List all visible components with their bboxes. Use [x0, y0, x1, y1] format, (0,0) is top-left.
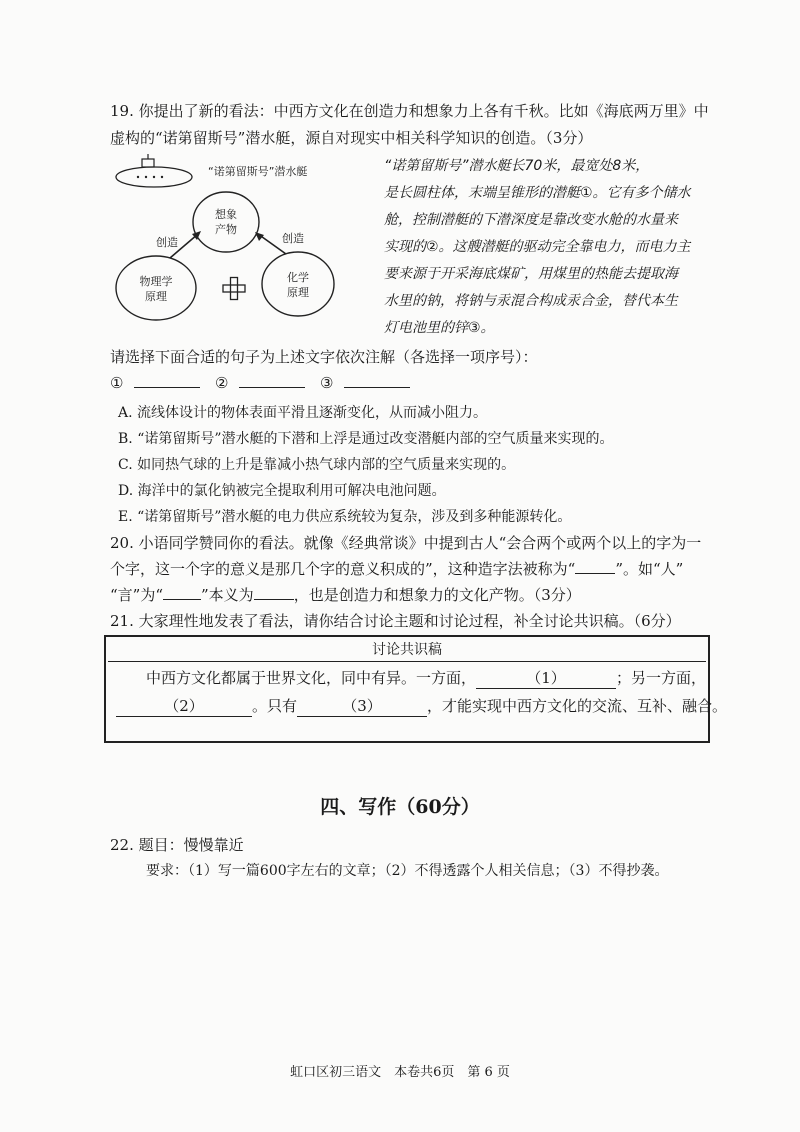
section-heading: 四、写作（60分） — [320, 796, 480, 818]
q20-line1: 20. 小语同学赞同你的看法。就像《经典常谈》中提到古人“会合两个或两个以上的字为一 — [110, 534, 702, 552]
option-a: A. 流线体设计的物体表面平滑且逐渐变化，从而减小阻力。 — [118, 405, 488, 421]
submarine-icon — [116, 154, 192, 187]
option-c: C. 如同热气球的上升是靠减小热气球内部的空气质量来实现的。 — [118, 457, 516, 473]
answer-blank-2[interactable] — [239, 373, 305, 388]
right-arrow-label: 创造 — [282, 232, 304, 245]
box-line1-text-a: 中西方文化都属于世界文化，同中有异。一方面， — [146, 669, 477, 687]
q20-line2-text-b: ”。如“人” — [615, 560, 684, 578]
left-arrow-label: 创造 — [156, 236, 178, 249]
box-line1-text-b: ；另一方面， — [616, 669, 707, 687]
right-circle — [262, 252, 334, 316]
box-line-1 — [146, 667, 706, 689]
passage-line: 舱，控制潜艇的下潜深度是靠改变水舱的水量来 — [384, 212, 678, 228]
q20-line3 — [110, 584, 581, 605]
answer-blank-3[interactable] — [344, 373, 410, 388]
q20-blank-1[interactable] — [575, 561, 615, 574]
q20-line3-text-a: “言”为“ — [110, 586, 164, 604]
left-label-1: 物理学 — [139, 275, 173, 288]
center-label-1: 想象 — [215, 208, 237, 221]
q19-instruction: 请选择下面合适的句子为上述文字依次注解（各选择一项序号）： — [110, 348, 538, 366]
answer-blank-1[interactable] — [134, 373, 200, 388]
right-label-2: 原理 — [287, 286, 309, 299]
q19-answer-blanks — [110, 373, 410, 392]
q20-line3-text-c: ，也是创造力和想象力的文化产物。（3分） — [293, 586, 581, 604]
consensus-blank-2[interactable]: （2） — [116, 695, 252, 717]
q19-diagram — [108, 150, 380, 332]
box-line-2 — [116, 695, 727, 717]
passage-line: 要来源于开采海底煤矿，用煤里的热能去提取海 — [384, 266, 678, 282]
option-d: D. 海洋中的氯化钠被完全提取利用可解决电池问题。 — [118, 483, 446, 499]
passage-line: “诺第留斯号”潜水艇长70米，最宽处8米， — [384, 158, 650, 174]
blank-marker-2: ② — [215, 374, 229, 392]
center-circle — [193, 192, 259, 252]
q19-stem-line2: 虚构的“诺第留斯号”潜水艇，源自对现实中相关科学知识的创造。（3分） — [110, 129, 593, 147]
q20-line3-text-b: ”本义为 — [201, 586, 254, 604]
q22-requirements: 要求：（1）写一篇600字左右的文章；（2）不得透露个人相关信息；（3）不得抄袭。 — [146, 863, 669, 879]
q21-stem: 21. 大家理性地发表了看法，请你结合讨论主题和讨论过程，补全讨论共识稿。（6分） — [110, 612, 681, 630]
plus-icon — [223, 278, 245, 300]
q20-line2 — [110, 558, 683, 579]
consensus-blank-1[interactable]: （1） — [476, 667, 616, 689]
left-label-2: 原理 — [145, 290, 167, 303]
blank-marker-3: ③ — [320, 374, 334, 392]
passage-line: 是长圆柱体，末端呈锥形的潜艇①。它有多个储水 — [384, 185, 691, 201]
q19-stem-line1: 19. 你提出了新的看法：中西方文化在创造力和想象力上各有千秋。比如《海底两万里》中 — [110, 102, 709, 120]
left-circle — [116, 256, 196, 320]
q20-blank-3[interactable] — [254, 587, 294, 600]
consensus-box — [104, 635, 728, 743]
page-footer: 虹口区初三语文 本卷共6页 第 6 页 — [290, 1065, 510, 1080]
blank-marker-1: ① — [110, 374, 124, 392]
box-line2-text-a: 。只有 — [252, 697, 298, 715]
diagram-sub-label: “诺第留斯号”潜水艇 — [208, 165, 308, 178]
q20-line2-text-a: 个字，这一个字的意义是那几个字的意义积成的”，这种造字法被称为“ — [110, 560, 576, 578]
center-label-2: 产物 — [215, 223, 237, 236]
q20-blank-2[interactable] — [163, 587, 201, 600]
q22-title: 22. 题目：慢慢靠近 — [110, 836, 244, 854]
passage-line: 水里的钠，将钠与汞混合构成汞合金，替代本生 — [384, 293, 678, 309]
passage-line: 实现的②。这艘潜艇的驱动完全靠电力，而电力主 — [384, 239, 691, 255]
consensus-blank-3[interactable]: （3） — [297, 695, 427, 717]
right-label-1: 化学 — [287, 271, 309, 284]
box-title: 讨论共识稿 — [372, 642, 442, 658]
option-b: B. “诺第留斯号”潜水艇的下潜和上浮是通过改变潜艇内部的空气质量来实现的。 — [118, 431, 614, 447]
box-divider — [108, 661, 706, 662]
option-e: E. “诺第留斯号”潜水艇的电力供应系统较为复杂，涉及到多种能源转化。 — [118, 509, 572, 525]
box-line2-text-b: ，才能实现中西方文化的交流、互补、融合。 — [427, 697, 728, 715]
passage-line: 灯电池里的锌③。 — [384, 320, 495, 336]
